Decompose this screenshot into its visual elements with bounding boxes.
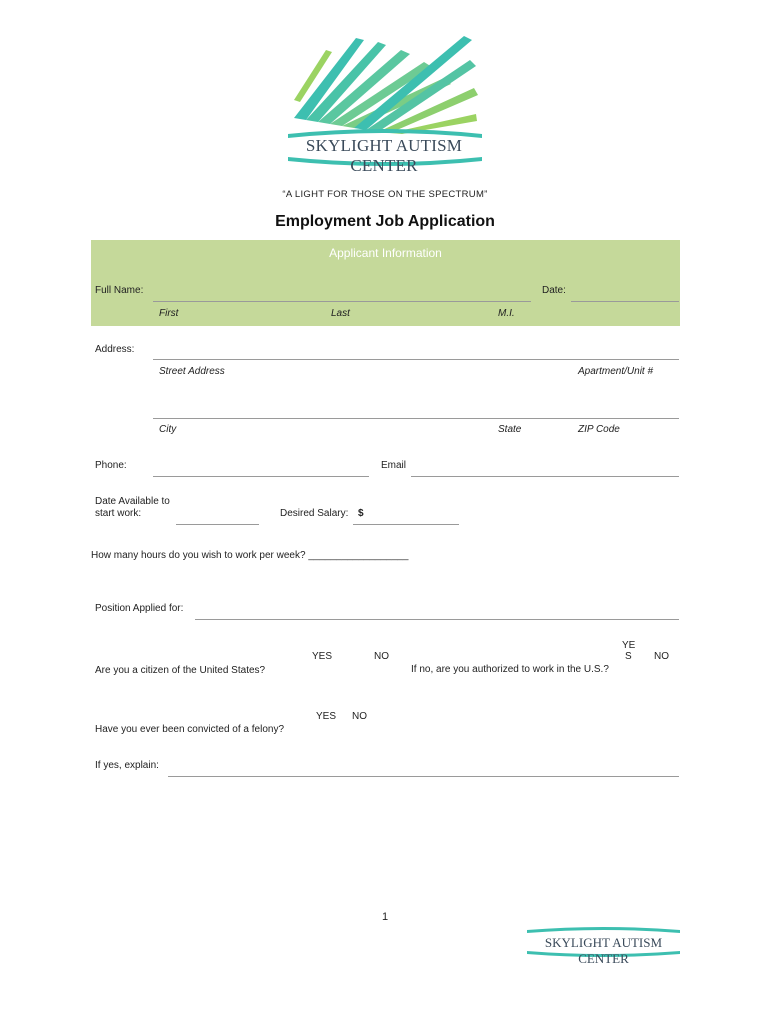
desired-salary-field[interactable] xyxy=(353,524,459,525)
position-label: Position Applied for: xyxy=(95,603,184,614)
email-label: Email xyxy=(381,460,407,471)
authorized-no-option[interactable]: NO xyxy=(654,651,669,662)
date-label: Date: xyxy=(542,285,566,296)
address-label: Address: xyxy=(95,344,135,355)
citizen-no-option[interactable]: NO xyxy=(374,651,389,662)
citizen-question: Are you a citizen of the United States? xyxy=(95,665,266,676)
desired-salary-label: Desired Salary: xyxy=(280,508,349,519)
felony-yes-option[interactable]: YES xyxy=(316,711,337,722)
phone-field[interactable] xyxy=(153,476,369,477)
email-field[interactable] xyxy=(411,476,679,477)
last-name-caption: Last xyxy=(331,308,350,319)
footer-wordmark: SKYLIGHT AUTISM CENTER xyxy=(544,935,663,966)
citizen-yes-option[interactable]: YES xyxy=(312,651,333,662)
state-caption: State xyxy=(498,424,522,435)
logo-wordmark: SKYLIGHT AUTISM CENTER xyxy=(305,136,463,175)
date-available-label-line1: Date Available to xyxy=(95,496,170,507)
first-name-caption: First xyxy=(159,308,179,319)
authorized-question: If no, are you authorized to work in the U.S.? xyxy=(411,664,609,675)
apartment-caption: Apartment/Unit # xyxy=(578,366,654,377)
phone-label: Phone: xyxy=(95,460,127,471)
zip-caption: ZIP Code xyxy=(578,424,620,435)
explain-field[interactable] xyxy=(168,776,679,777)
full-name-field[interactable] xyxy=(153,301,531,302)
explain-label: If yes, explain: xyxy=(95,760,159,771)
city-state-zip-field[interactable] xyxy=(153,418,679,419)
date-field[interactable] xyxy=(571,301,679,302)
tagline: “A LIGHT FOR THOSE ON THE SPECTRUM” xyxy=(282,189,488,200)
authorized-yes-option-line2[interactable]: S xyxy=(625,651,632,662)
footer-logo xyxy=(526,924,681,966)
street-address-caption: Street Address xyxy=(159,366,225,377)
section-title: Applicant Information xyxy=(329,246,442,260)
currency-symbol: $ xyxy=(358,508,364,519)
street-address-field[interactable] xyxy=(153,359,679,360)
position-field[interactable] xyxy=(195,619,679,620)
date-available-label-line2: start work: xyxy=(95,508,142,519)
full-name-label: Full Name: xyxy=(95,285,144,296)
date-available-field[interactable] xyxy=(176,524,259,525)
felony-no-option[interactable]: NO xyxy=(352,711,367,722)
page-title: Employment Job Application xyxy=(275,213,495,230)
page-number: 1 xyxy=(381,911,389,923)
hours-question: How many hours do you wish to work per week? __________________ xyxy=(91,550,409,561)
felony-question: Have you ever been convicted of a felony? xyxy=(95,724,285,735)
middle-initial-caption: M.I. xyxy=(498,308,515,319)
authorized-yes-option-line1[interactable]: YE xyxy=(622,640,636,651)
city-caption: City xyxy=(159,424,177,435)
